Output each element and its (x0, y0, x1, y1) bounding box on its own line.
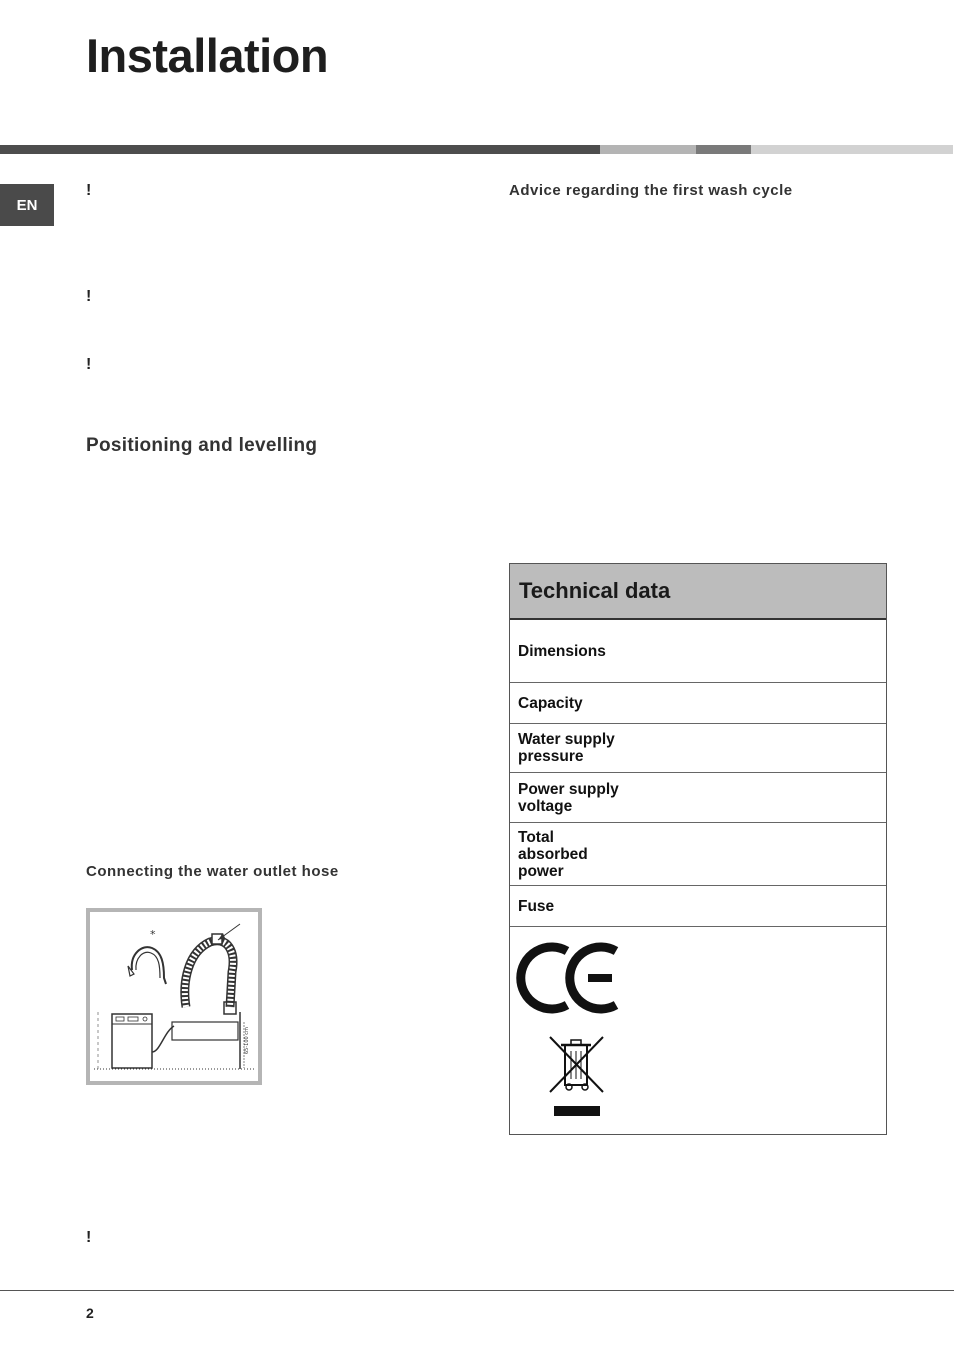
tech-row-capacity (510, 683, 886, 724)
technical-data-table (509, 563, 887, 1135)
svg-text:65-100 cm: 65-100 cm (244, 1027, 250, 1054)
outlet-hose-illustration-icon (90, 912, 258, 1081)
tech-row-absorbed-power (510, 823, 886, 886)
compliance-marks (510, 927, 886, 1134)
weee-bin-icon (550, 1037, 603, 1116)
ce-mark-icon (521, 947, 616, 1009)
section-heading-outlet-hose: Connecting the water outlet hose (86, 863, 339, 880)
header-bar-light (600, 145, 696, 154)
svg-text:*: * (150, 928, 156, 941)
language-tab: EN (0, 184, 54, 226)
tech-row-fuse (510, 886, 886, 927)
page-title: Installation (86, 29, 329, 82)
warning-mark: ! (86, 356, 92, 373)
warning-mark: ! (86, 182, 92, 199)
warning-mark: ! (86, 1229, 92, 1246)
header-bar-mid (696, 145, 751, 154)
footer-rule (0, 1290, 954, 1291)
outlet-hose-figure (86, 908, 262, 1085)
header-bar-dark (0, 145, 600, 154)
tech-row-dimensions (510, 621, 886, 683)
tech-label: Power supply voltage (518, 780, 619, 815)
tech-label: Capacity (518, 694, 583, 712)
section-heading-positioning: Positioning and levelling (86, 435, 318, 456)
tech-row-power-voltage (510, 773, 886, 823)
tech-label: Dimensions (518, 643, 606, 660)
tech-label: Fuse (518, 897, 555, 915)
section-heading-first-wash: Advice regarding the first wash cycle (509, 182, 793, 199)
tech-label: Total absorbed power (518, 828, 588, 880)
technical-data-title: Technical data (510, 564, 886, 620)
tech-row-water-pressure (510, 724, 886, 773)
tech-label: Water supply pressure (518, 731, 615, 765)
header-bar-pale (751, 145, 953, 154)
warning-mark: ! (86, 288, 92, 305)
page-number: 2 (86, 1305, 94, 1321)
